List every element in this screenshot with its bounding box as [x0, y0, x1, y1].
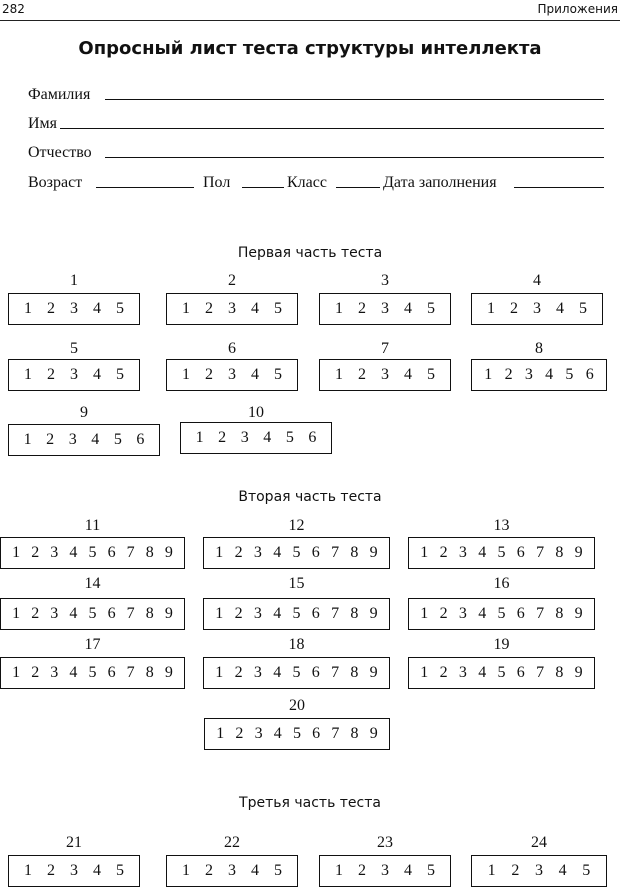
question-13-option-1[interactable]: 1 [420, 544, 429, 561]
question-3-option-1[interactable]: 1 [335, 300, 343, 317]
question-22-option-1[interactable]: 1 [182, 862, 190, 879]
question-14-number: 14 [84, 575, 101, 592]
question-15-option-4[interactable]: 4 [273, 605, 282, 622]
question-12-option-8[interactable]: 8 [350, 544, 359, 561]
question-13-answer-box [408, 537, 595, 569]
question-4-option-2[interactable]: 2 [510, 300, 518, 317]
page-title: Опросный лист теста структуры интеллекта [78, 38, 542, 59]
question-18-number: 18 [288, 636, 305, 653]
question-18-option-8[interactable]: 8 [350, 664, 359, 681]
question-6-number: 6 [228, 340, 236, 357]
question-11-option-6[interactable]: 6 [107, 544, 116, 561]
question-19-option-8[interactable]: 8 [555, 664, 564, 681]
question-9-option-1[interactable]: 1 [23, 431, 32, 448]
question-5-option-2[interactable]: 2 [47, 366, 55, 383]
question-15-option-2[interactable]: 2 [234, 605, 243, 622]
question-3-option-2[interactable]: 2 [358, 300, 366, 317]
question-9-option-3[interactable]: 3 [68, 431, 77, 448]
question-12-option-4[interactable]: 4 [273, 544, 282, 561]
date-label: Дата заполнения [383, 174, 497, 191]
question-2-number: 2 [228, 272, 236, 289]
question-8-number: 8 [535, 340, 543, 357]
question-15-number: 15 [288, 575, 305, 592]
question-21-option-4[interactable]: 4 [93, 862, 101, 879]
question-21-answer-box [8, 855, 140, 887]
question-11-option-7[interactable]: 7 [126, 544, 135, 561]
patronymic-field[interactable] [105, 157, 604, 158]
surname-label: Фамилия [28, 86, 91, 103]
question-7-option-5[interactable]: 5 [427, 366, 435, 383]
question-6-option-1[interactable]: 1 [182, 366, 190, 383]
question-22-number: 22 [224, 834, 240, 851]
question-12-option-3[interactable]: 3 [253, 544, 262, 561]
question-15-option-1[interactable]: 1 [215, 605, 224, 622]
question-12-answer-box [203, 537, 390, 569]
question-10-option-2[interactable]: 2 [218, 429, 227, 446]
question-18-option-7[interactable]: 7 [331, 664, 340, 681]
question-21-option-3[interactable]: 3 [70, 862, 78, 879]
question-13-option-9[interactable]: 9 [574, 544, 583, 561]
question-24-option-3[interactable]: 3 [534, 862, 543, 879]
sex-label: Пол [203, 174, 231, 191]
question-14-option-4[interactable]: 4 [69, 605, 78, 622]
sex-field[interactable] [242, 187, 284, 188]
question-2-answer-box [166, 293, 298, 325]
question-21-option-1[interactable]: 1 [24, 862, 32, 879]
question-6-option-5[interactable]: 5 [274, 366, 282, 383]
question-12-option-6[interactable]: 6 [311, 544, 320, 561]
question-19-option-1[interactable]: 1 [420, 664, 429, 681]
question-8-option-2[interactable]: 2 [504, 366, 513, 383]
question-19-answer-box [408, 657, 595, 689]
question-18-option-4[interactable]: 4 [273, 664, 282, 681]
question-14-option-7[interactable]: 7 [126, 605, 135, 622]
question-3-number: 3 [381, 272, 389, 289]
question-7-option-3[interactable]: 3 [381, 366, 389, 383]
date-field[interactable] [514, 187, 604, 188]
question-16-option-5[interactable]: 5 [497, 605, 506, 622]
question-16-option-7[interactable]: 7 [536, 605, 545, 622]
question-15-option-6[interactable]: 6 [311, 605, 320, 622]
question-22-option-2[interactable]: 2 [205, 862, 213, 879]
section-title: Приложения [537, 2, 618, 16]
question-23-option-5[interactable]: 5 [427, 862, 435, 879]
question-4-option-4[interactable]: 4 [556, 300, 564, 317]
question-4-option-3[interactable]: 3 [533, 300, 541, 317]
question-7-option-4[interactable]: 4 [404, 366, 412, 383]
question-18-option-6[interactable]: 6 [311, 664, 320, 681]
question-13-number: 13 [493, 517, 510, 534]
question-10-number: 10 [248, 404, 264, 421]
question-3-answer-box [319, 293, 451, 325]
question-22-option-5[interactable]: 5 [274, 862, 282, 879]
name-label: Имя [28, 115, 58, 132]
question-16-option-3[interactable]: 3 [458, 605, 467, 622]
question-3-option-5[interactable]: 5 [427, 300, 435, 317]
question-12-option-1[interactable]: 1 [215, 544, 224, 561]
question-11-option-3[interactable]: 3 [50, 544, 59, 561]
question-15-option-3[interactable]: 3 [253, 605, 262, 622]
question-3-option-3[interactable]: 3 [381, 300, 389, 317]
question-17-number: 17 [84, 636, 101, 653]
question-11-option-8[interactable]: 8 [145, 544, 154, 561]
question-13-option-2[interactable]: 2 [439, 544, 448, 561]
question-15-option-7[interactable]: 7 [331, 605, 340, 622]
question-14-option-1[interactable]: 1 [12, 605, 21, 622]
question-17-option-9[interactable]: 9 [164, 664, 173, 681]
question-10-answer-box [180, 422, 332, 454]
question-14-option-8[interactable]: 8 [145, 605, 154, 622]
question-20-number: 20 [289, 697, 305, 714]
part-1-title: Первая часть теста [237, 245, 383, 261]
question-18-answer-box [203, 657, 390, 689]
question-24-option-1[interactable]: 1 [487, 862, 496, 879]
question-19-option-3[interactable]: 3 [458, 664, 467, 681]
question-11-option-9[interactable]: 9 [164, 544, 173, 561]
question-23-option-2[interactable]: 2 [358, 862, 366, 879]
question-24-number: 24 [531, 834, 547, 851]
question-1-number: 1 [70, 272, 78, 289]
question-11-option-5[interactable]: 5 [88, 544, 97, 561]
page-header [0, 0, 620, 21]
question-1-option-5[interactable]: 5 [116, 300, 124, 317]
question-19-option-7[interactable]: 7 [536, 664, 545, 681]
question-13-option-8[interactable]: 8 [555, 544, 564, 561]
question-6-answer-box [166, 359, 298, 391]
question-19-option-9[interactable]: 9 [574, 664, 583, 681]
question-2-option-3[interactable]: 3 [228, 300, 236, 317]
question-11-option-2[interactable]: 2 [31, 544, 40, 561]
question-9-option-4[interactable]: 4 [91, 431, 100, 448]
question-9-option-6[interactable]: 6 [136, 431, 145, 448]
question-6-option-3[interactable]: 3 [228, 366, 236, 383]
question-7-option-1[interactable]: 1 [335, 366, 343, 383]
question-4-answer-box [471, 293, 603, 325]
question-7-option-2[interactable]: 2 [358, 366, 366, 383]
question-17-option-8[interactable]: 8 [145, 664, 154, 681]
question-4-option-5[interactable]: 5 [579, 300, 587, 317]
question-13-option-4[interactable]: 4 [478, 544, 487, 561]
question-13-option-5[interactable]: 5 [497, 544, 506, 561]
question-9-option-2[interactable]: 2 [46, 431, 55, 448]
question-19-number: 19 [493, 636, 510, 653]
question-19-option-6[interactable]: 6 [516, 664, 525, 681]
question-20-option-9[interactable]: 9 [369, 725, 378, 742]
question-10-option-4[interactable]: 4 [263, 429, 272, 446]
question-14-answer-box [0, 598, 185, 630]
question-14-option-3[interactable]: 3 [50, 605, 59, 622]
question-17-option-5[interactable]: 5 [88, 664, 97, 681]
question-2-option-4[interactable]: 4 [251, 300, 259, 317]
question-9-answer-box [8, 424, 160, 456]
question-11-answer-box [0, 537, 185, 569]
question-4-option-1[interactable]: 1 [487, 300, 495, 317]
question-15-answer-box [203, 598, 390, 630]
page-number: 282 [2, 2, 25, 16]
question-10-option-5[interactable]: 5 [285, 429, 294, 446]
question-19-option-5[interactable]: 5 [497, 664, 506, 681]
question-15-option-9[interactable]: 9 [369, 605, 378, 622]
question-5-option-5[interactable]: 5 [116, 366, 124, 383]
question-18-option-9[interactable]: 9 [369, 664, 378, 681]
question-16-number: 16 [493, 575, 510, 592]
question-20-option-2[interactable]: 2 [235, 725, 244, 742]
question-1-option-2[interactable]: 2 [47, 300, 55, 317]
question-11-number: 11 [84, 517, 101, 534]
question-15-option-8[interactable]: 8 [350, 605, 359, 622]
question-17-option-3[interactable]: 3 [50, 664, 59, 681]
question-2-option-5[interactable]: 5 [274, 300, 282, 317]
question-23-number: 23 [377, 834, 393, 851]
question-7-number: 7 [381, 340, 389, 357]
question-18-option-3[interactable]: 3 [253, 664, 262, 681]
question-8-answer-box [471, 359, 607, 391]
question-19-option-2[interactable]: 2 [439, 664, 448, 681]
question-5-option-1[interactable]: 1 [24, 366, 32, 383]
name-field[interactable] [60, 128, 604, 129]
question-6-option-4[interactable]: 4 [251, 366, 259, 383]
question-10-option-1[interactable]: 1 [195, 429, 204, 446]
question-1-option-3[interactable]: 3 [70, 300, 78, 317]
question-12-number: 12 [288, 517, 305, 534]
patronymic-label: Отчество [28, 144, 92, 161]
question-12-option-2[interactable]: 2 [234, 544, 243, 561]
question-20-option-3[interactable]: 3 [254, 725, 263, 742]
question-18-option-5[interactable]: 5 [292, 664, 301, 681]
question-18-option-1[interactable]: 1 [215, 664, 224, 681]
part-3-title: Третья часть теста [239, 795, 381, 811]
question-5-option-4[interactable]: 4 [93, 366, 101, 383]
question-21-option-5[interactable]: 5 [116, 862, 124, 879]
question-20-option-7[interactable]: 7 [331, 725, 340, 742]
question-1-option-4[interactable]: 4 [93, 300, 101, 317]
question-1-answer-box [8, 293, 140, 325]
question-15-option-5[interactable]: 5 [292, 605, 301, 622]
question-19-option-4[interactable]: 4 [478, 664, 487, 681]
question-17-option-2[interactable]: 2 [31, 664, 40, 681]
surname-field[interactable] [105, 99, 604, 100]
question-17-option-1[interactable]: 1 [12, 664, 21, 681]
question-10-option-6[interactable]: 6 [308, 429, 317, 446]
question-8-option-5[interactable]: 5 [565, 366, 574, 383]
question-12-option-7[interactable]: 7 [331, 544, 340, 561]
question-12-option-9[interactable]: 9 [369, 544, 378, 561]
question-23-option-1[interactable]: 1 [335, 862, 343, 879]
question-5-answer-box [8, 359, 140, 391]
question-7-answer-box [319, 359, 451, 391]
question-24-option-2[interactable]: 2 [511, 862, 520, 879]
question-16-option-9[interactable]: 9 [574, 605, 583, 622]
question-4-number: 4 [533, 272, 541, 289]
question-16-option-6[interactable]: 6 [516, 605, 525, 622]
question-6-option-2[interactable]: 2 [205, 366, 213, 383]
question-22-answer-box [166, 855, 298, 887]
question-11-option-1[interactable]: 1 [12, 544, 21, 561]
question-8-option-6[interactable]: 6 [585, 366, 594, 383]
question-20-option-4[interactable]: 4 [273, 725, 282, 742]
class-label: Класс [287, 174, 327, 191]
question-22-option-4[interactable]: 4 [251, 862, 259, 879]
question-2-option-2[interactable]: 2 [205, 300, 213, 317]
question-5-option-3[interactable]: 3 [70, 366, 78, 383]
question-8-option-4[interactable]: 4 [545, 366, 554, 383]
question-11-option-4[interactable]: 4 [69, 544, 78, 561]
question-21-option-2[interactable]: 2 [47, 862, 55, 879]
question-12-option-5[interactable]: 5 [292, 544, 301, 561]
question-9-number: 9 [80, 404, 88, 421]
question-18-option-2[interactable]: 2 [234, 664, 243, 681]
question-23-option-3[interactable]: 3 [381, 862, 389, 879]
question-23-answer-box [319, 855, 451, 887]
question-20-option-6[interactable]: 6 [312, 725, 321, 742]
question-24-option-4[interactable]: 4 [558, 862, 567, 879]
part-2-title: Вторая часть теста [238, 489, 382, 505]
question-17-option-4[interactable]: 4 [69, 664, 78, 681]
question-20-answer-box [204, 718, 390, 750]
question-5-number: 5 [70, 340, 78, 357]
question-14-option-9[interactable]: 9 [164, 605, 173, 622]
question-20-option-5[interactable]: 5 [292, 725, 301, 742]
question-9-option-5[interactable]: 5 [113, 431, 122, 448]
question-21-number: 21 [66, 834, 82, 851]
question-20-option-8[interactable]: 8 [350, 725, 359, 742]
question-14-option-5[interactable]: 5 [88, 605, 97, 622]
question-16-answer-box [408, 598, 595, 630]
question-13-option-3[interactable]: 3 [458, 544, 467, 561]
question-20-option-1[interactable]: 1 [216, 725, 225, 742]
question-17-answer-box [0, 657, 185, 689]
question-14-option-2[interactable]: 2 [31, 605, 40, 622]
question-16-option-2[interactable]: 2 [439, 605, 448, 622]
class-field[interactable] [336, 187, 380, 188]
question-24-option-5[interactable]: 5 [582, 862, 591, 879]
question-8-option-3[interactable]: 3 [524, 366, 533, 383]
question-24-answer-box [471, 855, 607, 887]
question-13-option-6[interactable]: 6 [516, 544, 525, 561]
question-17-option-7[interactable]: 7 [126, 664, 135, 681]
question-10-option-3[interactable]: 3 [240, 429, 249, 446]
age-field[interactable] [96, 187, 194, 188]
question-14-option-6[interactable]: 6 [107, 605, 116, 622]
question-8-option-1[interactable]: 1 [484, 366, 493, 383]
question-1-option-1[interactable]: 1 [24, 300, 32, 317]
question-3-option-4[interactable]: 4 [404, 300, 412, 317]
question-2-option-1[interactable]: 1 [182, 300, 190, 317]
question-17-option-6[interactable]: 6 [107, 664, 116, 681]
question-23-option-4[interactable]: 4 [404, 862, 412, 879]
question-16-option-4[interactable]: 4 [478, 605, 487, 622]
question-13-option-7[interactable]: 7 [536, 544, 545, 561]
age-label: Возраст [28, 174, 83, 191]
question-16-option-8[interactable]: 8 [555, 605, 564, 622]
question-22-option-3[interactable]: 3 [228, 862, 236, 879]
question-16-option-1[interactable]: 1 [420, 605, 429, 622]
